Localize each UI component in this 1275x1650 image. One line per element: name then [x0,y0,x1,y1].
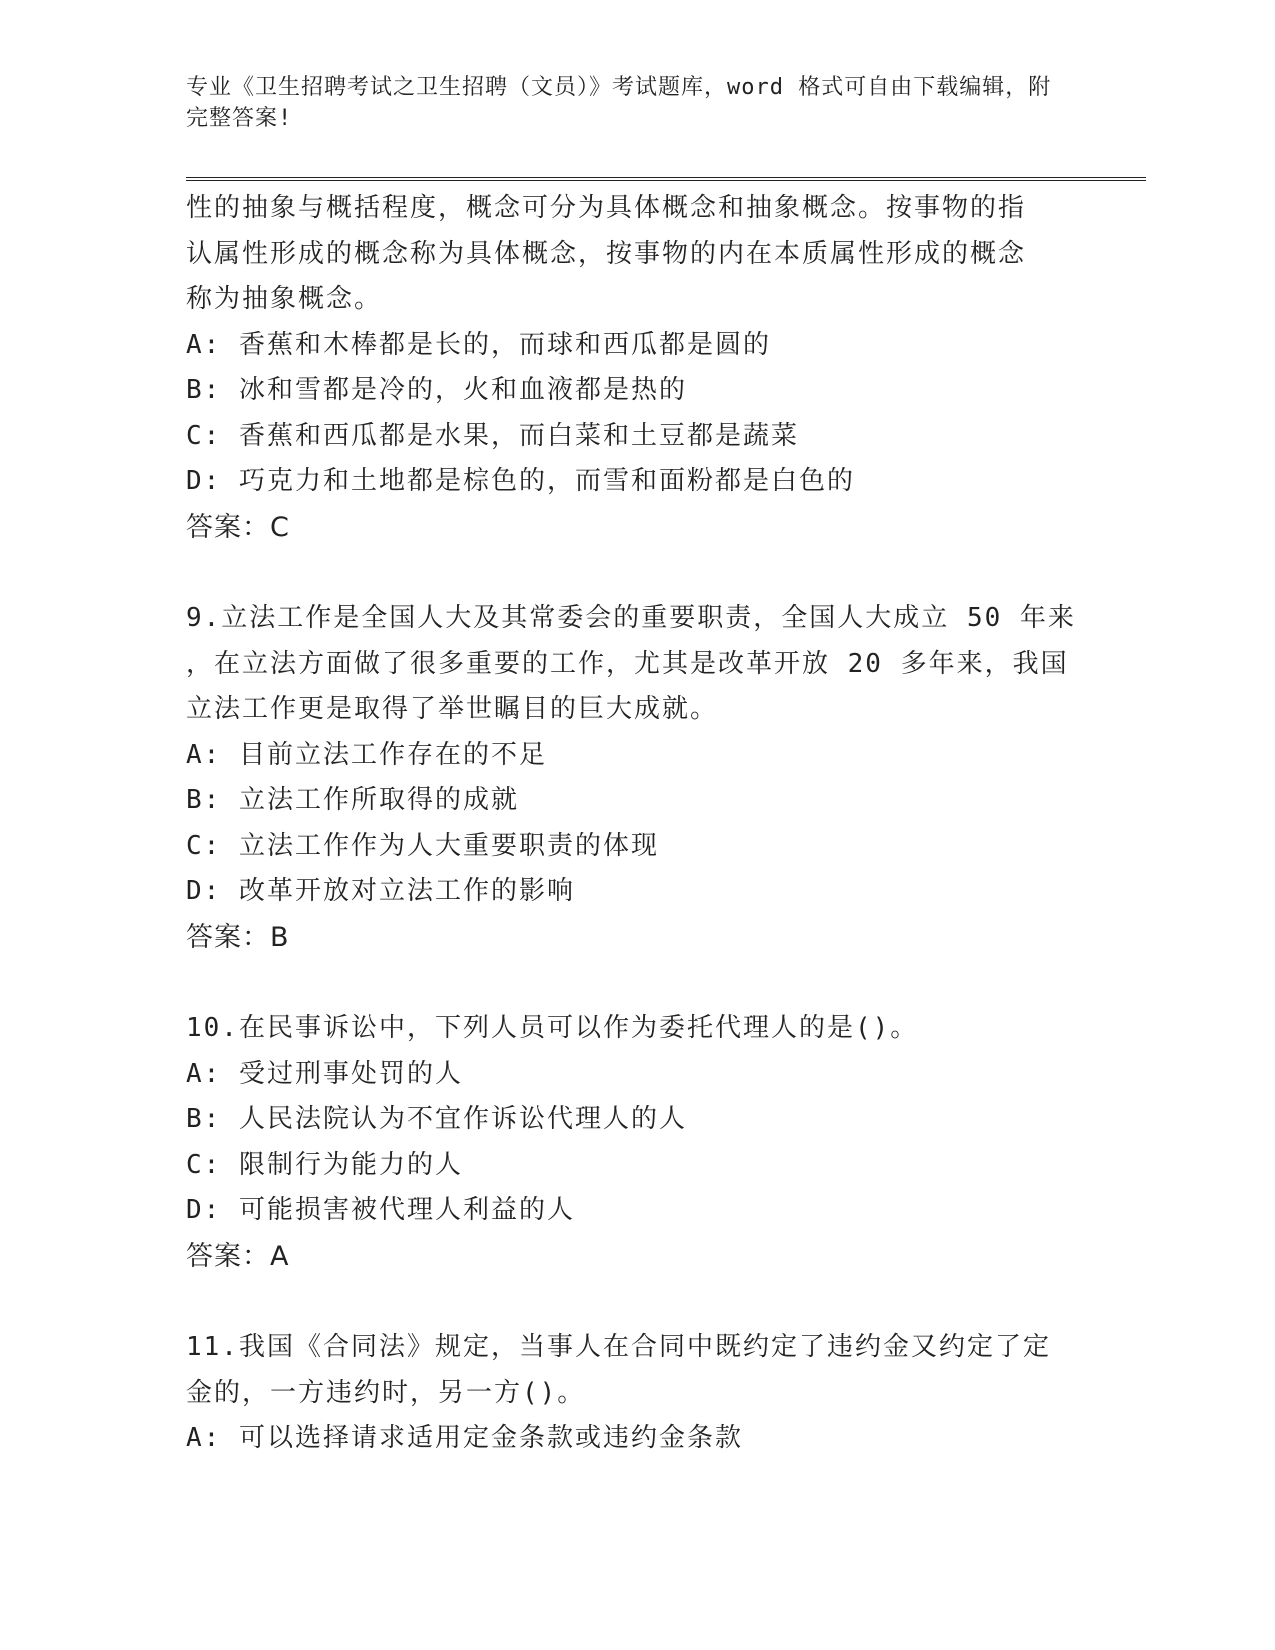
option-b: B: 冰和雪都是冷的，火和血液都是热的 [186,375,687,405]
option-d: D: 改革开放对立法工作的影响 [186,876,575,906]
option-a: A: 香蕉和木棒都是长的，而球和西瓜都是圆的 [186,329,771,360]
question-stem-line: 金的，一方违约时，另一方()。 [186,1377,586,1408]
question-stem-line: ，在立法方面做了很多重要的工作，尤其是改革开放 20 多年来，我国 [186,648,1069,679]
question-10 [186,1006,1086,1279]
answer: 答案：C [186,511,290,543]
option-a: A: 受过刑事处罚的人 [186,1058,463,1089]
question-stem-line: 10.在民事诉讼中，下列人员可以作为委托代理人的是()。 [186,1013,919,1043]
answer: 答案：A [186,1240,290,1272]
question-8 [186,186,1086,550]
option-d: D: 巧克力和土地都是棕色的，而雪和面粉都是白色的 [186,466,855,496]
question-stem-line: 立法工作更是取得了举世瞩目的巨大成就。 [186,694,719,724]
answer: 答案：B [186,921,290,953]
question-stem-line: 称为抽象概念。 [186,284,383,314]
option-b: B: 立法工作所取得的成就 [186,785,519,815]
option-b: B: 人民法院认为不宜作诉讼代理人的人 [186,1104,687,1134]
page-header: 专业《卫生招聘考试之卫生招聘（文员）》考试题库，word 格式可自由下载编辑，附完整答案! [186,75,1052,131]
option-d: D: 可能损害被代理人利益的人 [186,1195,575,1225]
option-c: C: 香蕉和西瓜都是水果，而白菜和土豆都是蔬菜 [186,420,799,451]
question-stem-line: 性的抽象与概括程度，概念可分为具体概念和抽象概念。按事物的指 [186,193,1027,223]
option-c: C: 立法工作作为人大重要职责的体现 [186,830,659,861]
option-a: A: 目前立法工作存在的不足 [186,739,547,770]
question-11 [186,1325,1086,1462]
question-spacer [186,1279,1086,1325]
header-divider [186,177,1146,181]
question-list [186,186,1086,1462]
question-stem-line: 认属性形成的概念称为具体概念，按事物的内在本质属性形成的概念 [186,238,1027,269]
question-9 [186,596,1086,960]
question-spacer [186,550,1086,596]
question-stem-line: 11.我国《合同法》规定，当事人在合同中既约定了违约金又约定了定 [186,1332,1051,1362]
option-a: A: 可以选择请求适用定金条款或违约金条款 [186,1423,743,1453]
question-stem-line: 9.立法工作是全国人大及其常委会的重要职责，全国人大成立 50 年来 [186,603,1076,633]
question-spacer [186,960,1086,1006]
option-c: C: 限制行为能力的人 [186,1149,463,1180]
